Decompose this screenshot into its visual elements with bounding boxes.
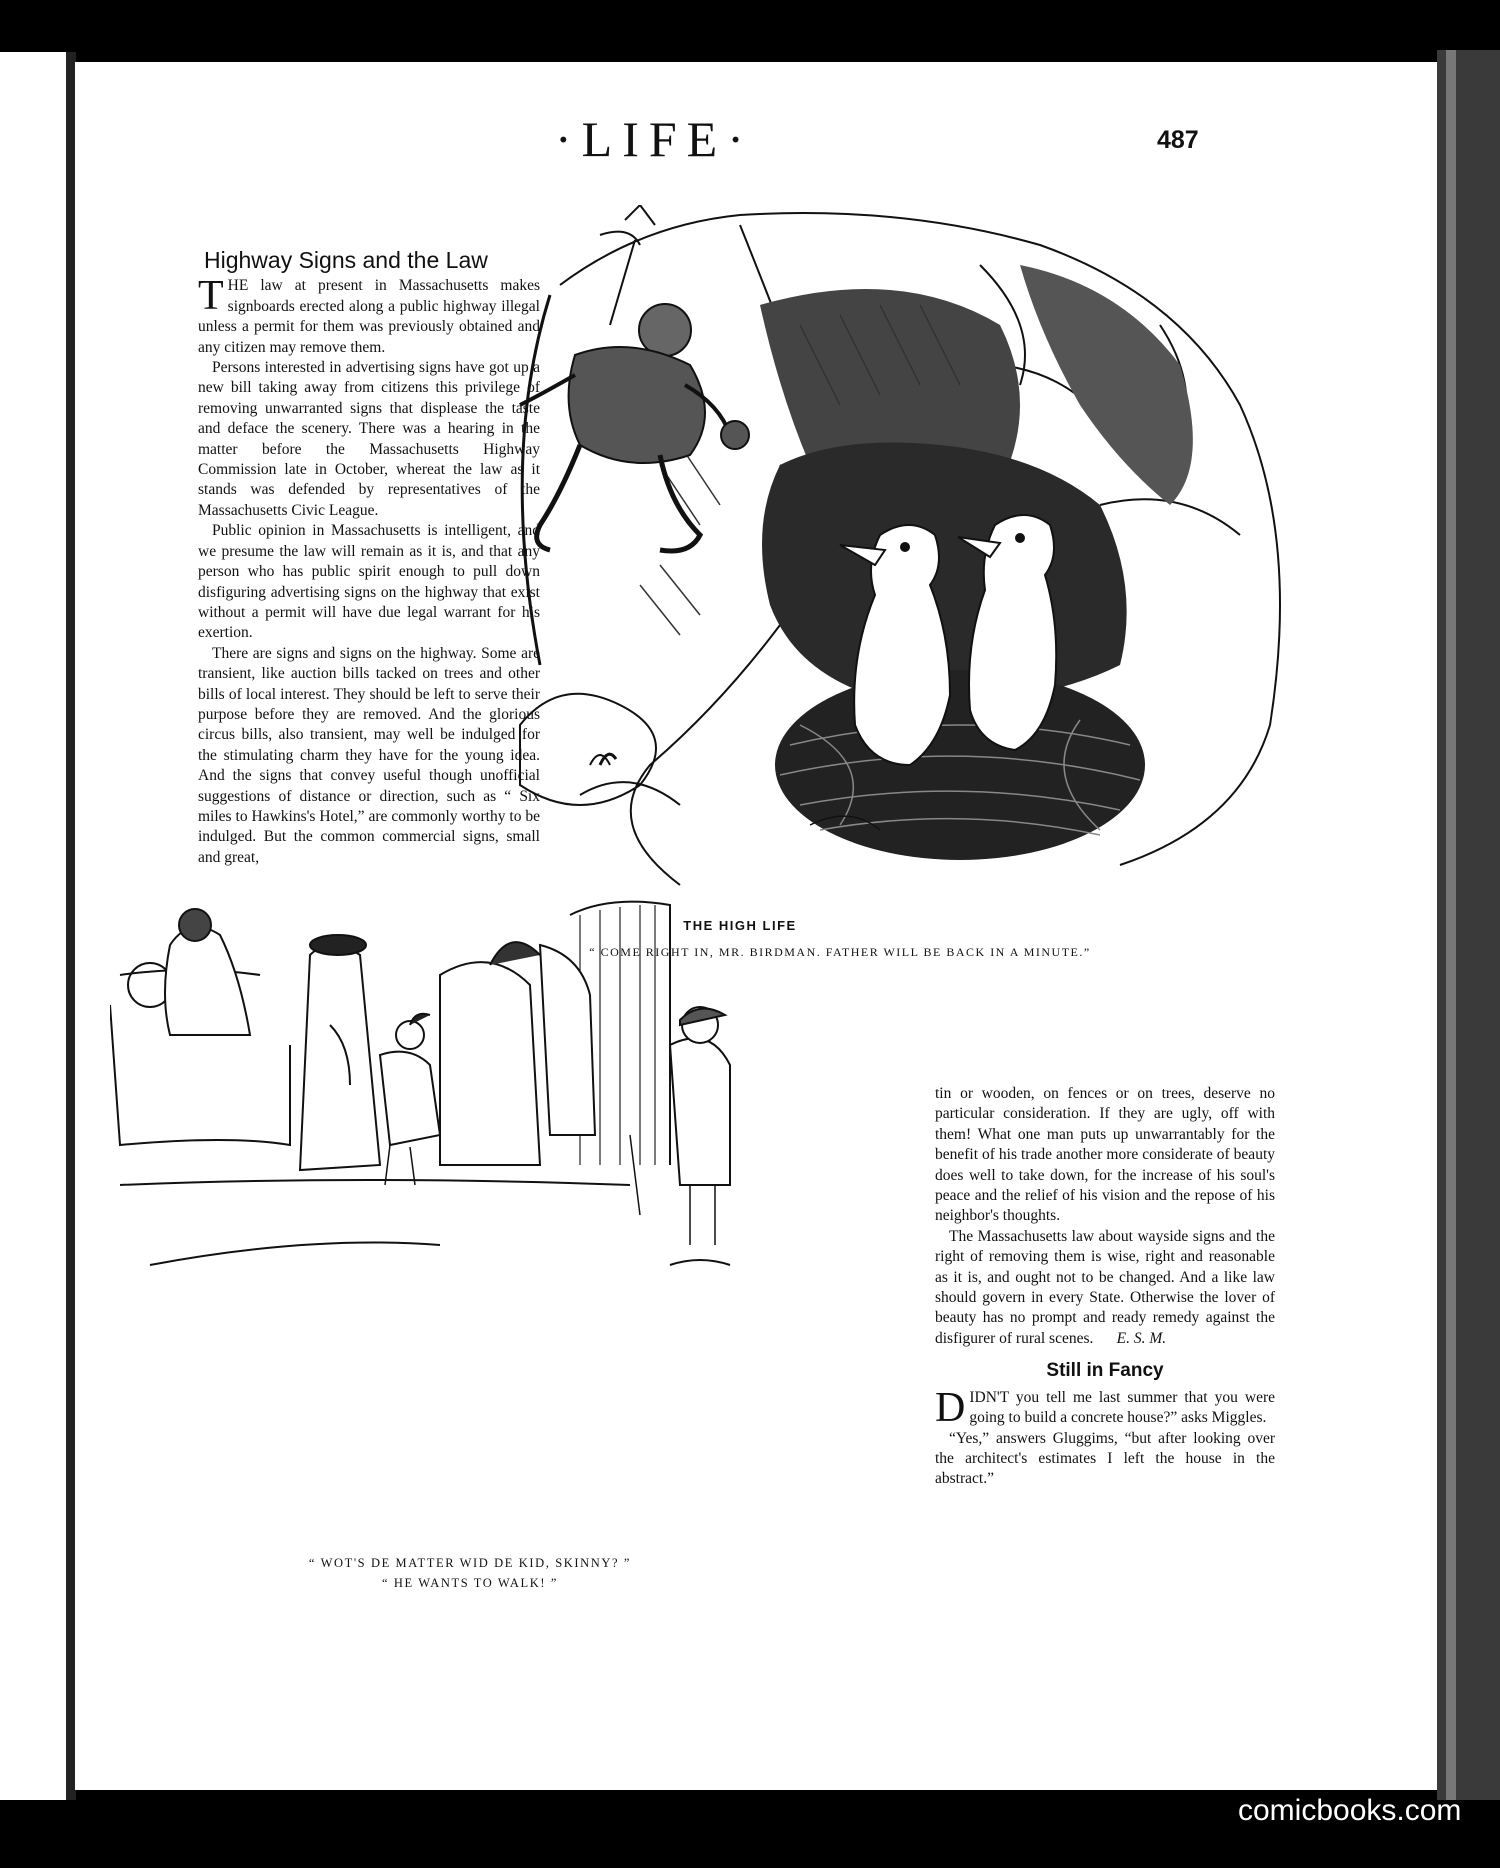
author-signature: E. S. M. <box>1116 1329 1167 1347</box>
article-paragraph: “Yes,” answers Gluggims, “but after looking over the architect's estimates I left the house in the abstract.” <box>935 1429 1275 1488</box>
article-paragraph: Public opinion in Massachusetts is intelligent, and we presume the law will remain as it is, and that any person who has public spirit enough to pull down disfiguring advertising signs on the highway that exist without a permit will have due legal warrant for his exertion. <box>198 522 540 642</box>
watermark: comicbooks.com <box>1238 1794 1462 1827</box>
street-scene-illustration <box>110 885 775 1295</box>
drop-cap: D <box>935 1384 966 1431</box>
article-paragraph <box>935 1384 1275 1431</box>
paragraph-text: HE law at present in Massachusetts makes signboards erected along a public highway illegal unless a permit for them was previously obtained and any citizen may remove them. <box>198 277 540 356</box>
article-right-column <box>935 1084 1275 1490</box>
masthead-title: ·LIFE· <box>555 111 754 167</box>
article-headline: Still in Fancy <box>1046 1360 1164 1382</box>
article-headline: Highway Signs and the Law <box>204 247 488 273</box>
high-life-illustration <box>480 205 1340 905</box>
cartoon-caption-line-1: “ WOT'S DE MATTER WID DE KID, SKINNY? ” <box>308 1556 632 1570</box>
paragraph-text: The Massachusetts law about wayside signs and the right of removing them is wise, right and reasonable as it is, and ought not to be changed. And a like law should govern in every State. Otherwise the lover of beauty has no prompt and ready remedy against the disfigurer of rural scenes. <box>935 1227 1275 1347</box>
cartoon-caption-line-2: “ HE WANTS TO WALK! ” <box>381 1576 559 1590</box>
cartoon-title: THE HIGH LIFE <box>683 918 797 933</box>
cartoon-caption: “ COME RIGHT IN, MR. BIRDMAN. FATHER WILL BE BACK IN A MINUTE.” <box>589 945 1091 959</box>
book-binding-edge <box>1446 50 1456 1800</box>
page-number: 487 <box>1157 126 1199 154</box>
paragraph-text: IDN'T you tell me last summer that you were going to build a concrete house?” asks Miggles. <box>969 1388 1275 1427</box>
article-paragraph: There are signs and signs on the highway. Some are transient, like auction bills tacked on trees and other bills of local interest. They should be left to serve their purpose before they are removed. And the glorious circus bills, also transient, may well be indulged for the stimulating charm they have for the young idea. And the signs that convey useful though unofficial suggestions of distance or direction, such as “ Six miles to Hawkins's Hotel,” are commonly worthy to be indulged. But the common commercial signs, small and great, <box>198 644 540 866</box>
article-paragraph: Persons interested in advertising signs have got up a new bill taking away from citizens this privilege of removing unwarranted signs that displease the taste and deface the scenery. There was a hearing in the matter before the Massachusetts Highway Commission late in October, whereat the law as it stands was defended by representatives of the Massachusetts Civic League. <box>198 359 540 519</box>
article-paragraph: tin or wooden, on fences or on trees, deserve no particular consideration. If they are ugly, off with them! What one man puts up unwarrantably for the benefit of his trade another more considerate of beauty does well to take down, for the increase of his soul's peace and the relief of his vision and the repose of his neighbor's thoughts. <box>935 1085 1275 1225</box>
facing-page-edge <box>0 52 66 1800</box>
drop-cap: T <box>198 273 224 320</box>
article-paragraph <box>935 1227 1275 1349</box>
